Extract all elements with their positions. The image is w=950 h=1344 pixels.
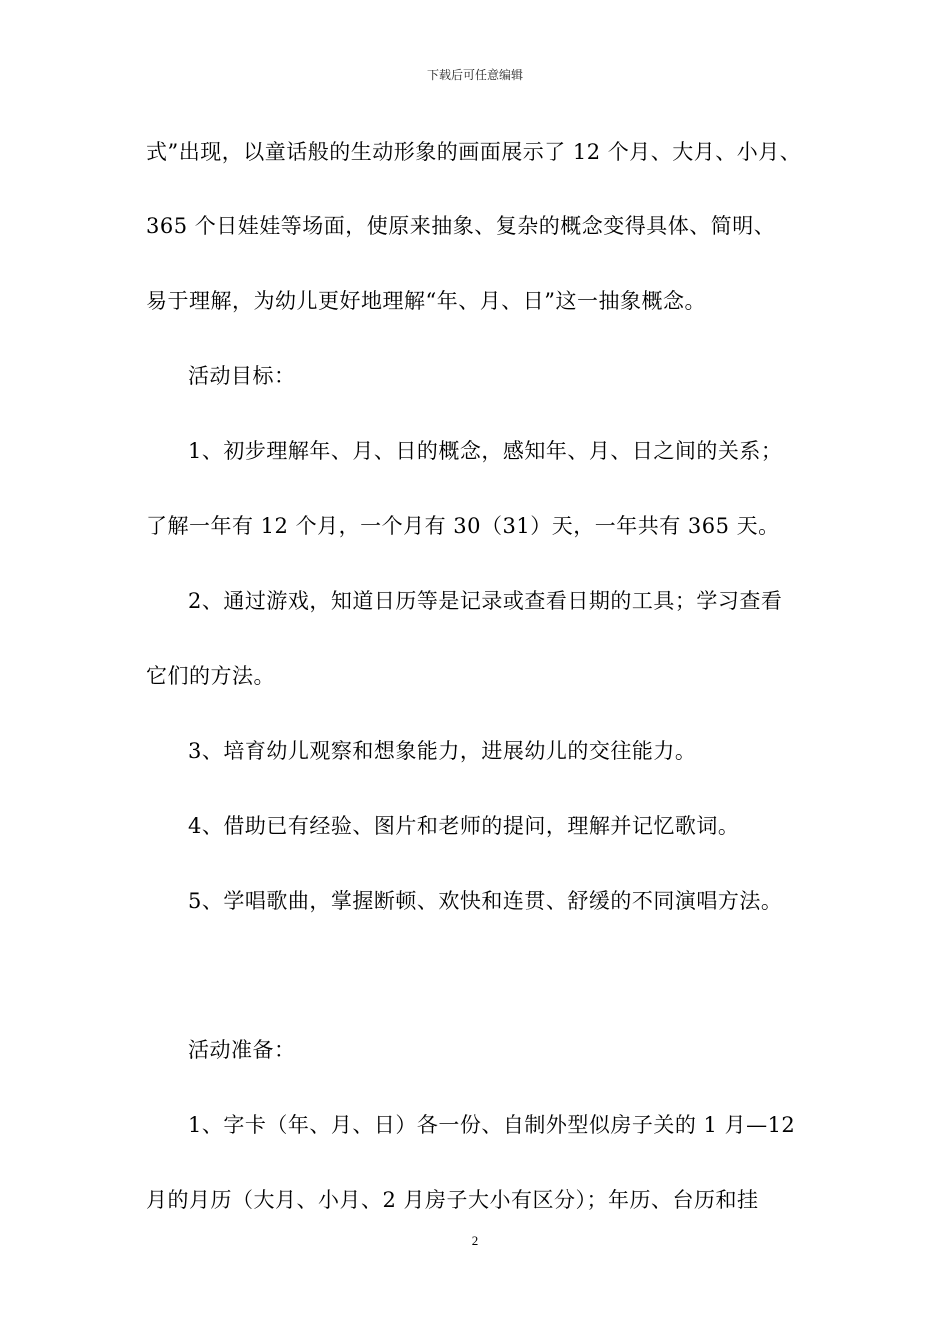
goal-1-line-2: 了解一年有 12 个月，一个月有 30（31）天，一年共有 365 天。: [146, 514, 780, 538]
section-heading-preparation: 活动准备：: [188, 1038, 296, 1062]
goal-4: 4、借助已有经验、图片和老师的提问，理解并记忆歌词。: [188, 814, 740, 838]
goal-2-line-1: 2、通过游戏，知道日历等是记录或查看日期的工具；学习查看: [188, 589, 783, 613]
goal-1-line-1: 1、初步理解年、月、日的概念，感知年、月、日之间的关系；: [188, 439, 783, 463]
goal-3: 3、培育幼儿观察和想象能力，进展幼儿的交往能力。: [188, 739, 697, 763]
body-line-2: 365 个日娃娃等场面，使原来抽象、复杂的概念变得具体、简明、: [146, 214, 776, 238]
page-number: 2: [471, 1233, 479, 1248]
goal-2-line-2: 它们的方法。: [146, 664, 275, 688]
prep-1-line-1: 1、字卡（年、月、日）各一份、自制外型似房子关的 1 月—12: [188, 1113, 796, 1137]
body-line-1: 式”出现，以童话般的生动形象的画面展示了 12 个月、大月、小月、: [146, 140, 802, 164]
page-header: 下载后可任意编辑: [426, 68, 523, 82]
body-line-3: 易于理解，为幼儿更好地理解“年、月、日”这一抽象概念。: [146, 289, 706, 313]
section-heading-goals: 活动目标：: [188, 364, 296, 388]
goal-5: 5、学唱歌曲，掌握断顿、欢快和连贯、舒缓的不同演唱方法。: [188, 889, 783, 913]
prep-1-line-2: 月的月历（大月、小月、2 月房子大小有区分）；年历、台历和挂: [146, 1188, 759, 1212]
